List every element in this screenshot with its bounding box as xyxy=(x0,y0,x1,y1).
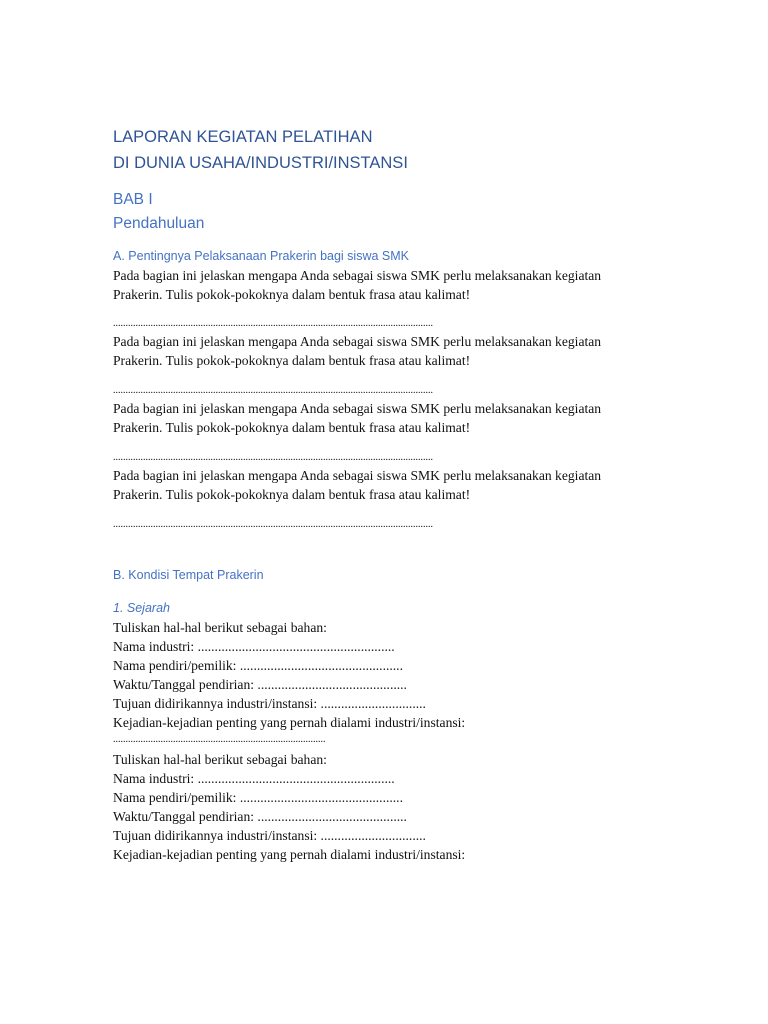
field-kejadian: Kejadian-kejadian penting yang pernah dialami industri/instansi: xyxy=(113,847,466,862)
section-b-heading: B. Kondisi Tempat Prakerin xyxy=(113,568,264,582)
field-nama-industri: Nama industri: .......................................................... xyxy=(113,771,395,786)
instruction-line: Prakerin. Tulis pokok-pokoknya dalam bentuk frasa atau kalimat! xyxy=(113,353,471,368)
instruction-line: Pada bagian ini jelaskan mengapa Anda sebagai siswa SMK perlu melaksanakan kegiatan xyxy=(113,268,602,283)
instruction-line: Pada bagian ini jelaskan mengapa Anda sebagai siswa SMK perlu melaksanakan kegiatan xyxy=(113,334,602,349)
sejarah-form-group xyxy=(113,750,673,864)
document-page xyxy=(113,124,673,864)
answer-line: ................................................................................................................................ xyxy=(113,318,433,329)
field-nama-pendiri: Nama pendiri/pemilik: ................................................ xyxy=(113,790,403,805)
document-title-line1: LAPORAN KEGIATAN PELATIHAN xyxy=(113,128,373,146)
answer-line: ................................................................................................................................ xyxy=(113,452,433,463)
answer-line: ................................................................................................................................ xyxy=(113,519,433,530)
field-nama-pendiri: Nama pendiri/pemilik: ................................................ xyxy=(113,658,403,673)
instruction-line: Pada bagian ini jelaskan mengapa Anda sebagai siswa SMK perlu melaksanakan kegiatan xyxy=(113,468,602,483)
field-nama-industri: Nama industri: .......................................................... xyxy=(113,639,395,654)
chapter-title: Pendahuluan xyxy=(113,215,205,232)
instruction-line: Prakerin. Tulis pokok-pokoknya dalam bentuk frasa atau kalimat! xyxy=(113,487,471,502)
form-intro: Tuliskan hal-hal berikut sebagai bahan: xyxy=(113,620,327,635)
field-tujuan: Tujuan didirikannya industri/instansi: ............................... xyxy=(113,828,426,843)
field-tujuan: Tujuan didirikannya industri/instansi: ............................... xyxy=(113,696,426,711)
sejarah-form-group xyxy=(113,618,673,746)
section-a-block xyxy=(113,332,673,397)
answer-line: ................................................................................................................................ xyxy=(113,385,433,396)
field-kejadian: Kejadian-kejadian penting yang pernah dialami industri/instansi: xyxy=(113,715,466,730)
chapter-number: BAB I xyxy=(113,191,153,208)
document-title-line2: DI DUNIA USAHA/INDUSTRI/INSTANSI xyxy=(113,154,408,172)
form-intro: Tuliskan hal-hal berikut sebagai bahan: xyxy=(113,752,327,767)
section-a-block xyxy=(113,266,673,330)
instruction-line: Prakerin. Tulis pokok-pokoknya dalam bentuk frasa atau kalimat! xyxy=(113,287,471,302)
section-a-heading: A. Pentingnya Pelaksanaan Prakerin bagi siswa SMK xyxy=(113,249,409,263)
section-a-block xyxy=(113,399,673,464)
field-waktu-pendirian: Waktu/Tanggal pendirian: ............................................ xyxy=(113,677,407,692)
instruction-line: Pada bagian ini jelaskan mengapa Anda sebagai siswa SMK perlu melaksanakan kegiatan xyxy=(113,401,602,416)
field-kejadian-answer: ..................................................................................... xyxy=(113,734,326,745)
section-a-block xyxy=(113,466,673,531)
field-waktu-pendirian: Waktu/Tanggal pendirian: ............................................ xyxy=(113,809,407,824)
subsection-sejarah-heading: 1. Sejarah xyxy=(113,601,170,615)
instruction-line: Prakerin. Tulis pokok-pokoknya dalam bentuk frasa atau kalimat! xyxy=(113,420,471,435)
